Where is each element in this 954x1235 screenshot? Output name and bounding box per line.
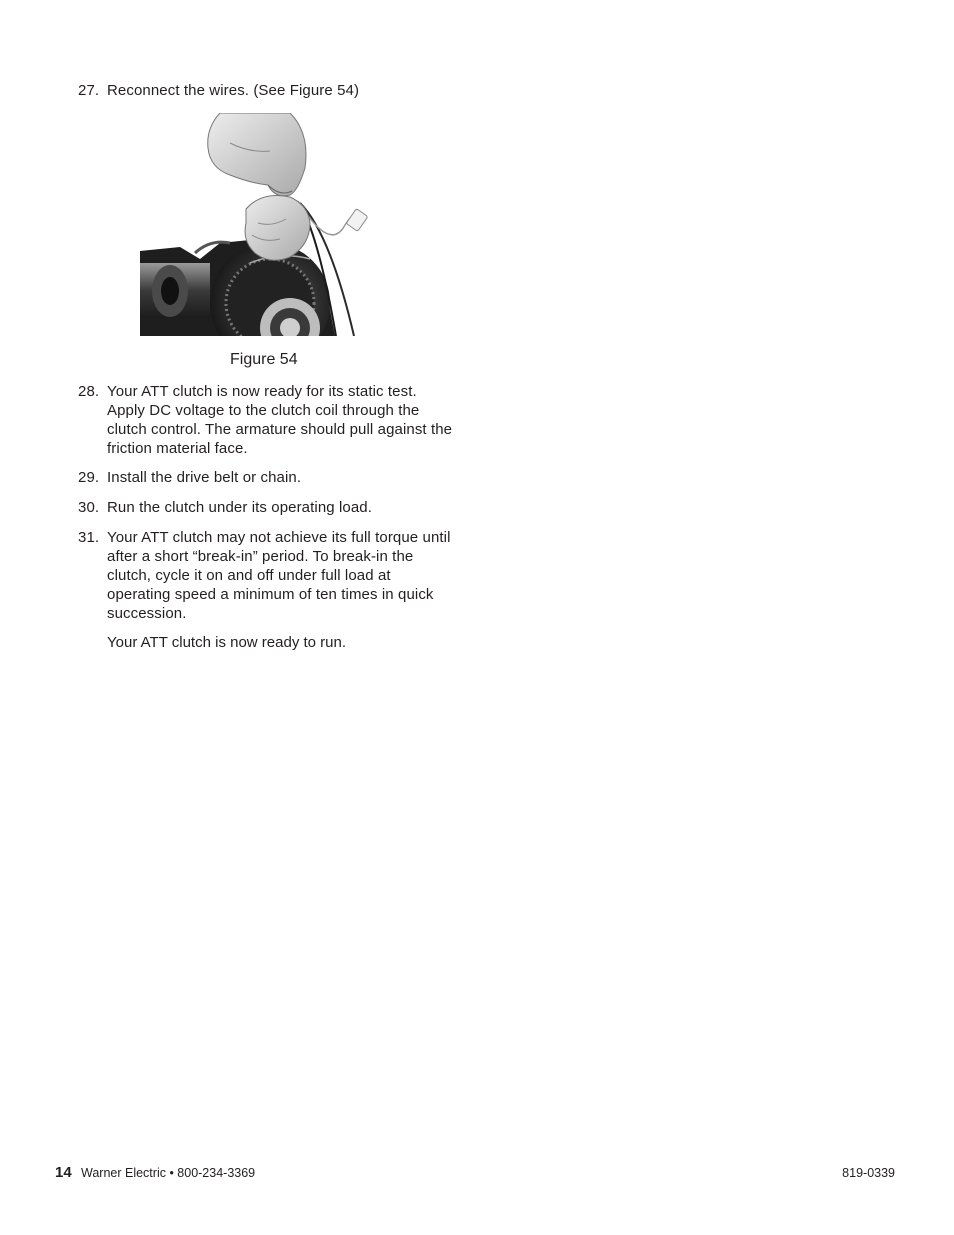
clutch-wiring-photo [140,113,370,336]
step-number: 30. [78,499,100,516]
step-30 [78,498,458,517]
closing-note: Your ATT clutch is now ready to run. [107,634,347,651]
step-27 [78,81,458,100]
figure-54-photo [140,113,370,336]
step-number: 27. [78,82,100,99]
page-number: 14 [55,1164,72,1181]
footer-company: Warner Electric • 800-234-3369 [81,1166,256,1180]
step-number: 28. [78,383,100,400]
figure-caption: Figure 54 [230,351,298,368]
step-text: Reconnect the wires. (See Figure 54) [107,82,360,99]
step-text: Your ATT clutch may not achieve its full torque until after a short “break-in” period. To break-in the clutch, cycle it on and off under full load at operating speed a minimum of ten times in quick succession. [107,529,451,622]
step-31 [78,528,458,623]
step-29 [78,468,458,487]
footer-doc-number: 819-0339 [842,1166,895,1180]
step-number: 29. [78,469,100,486]
step-number: 31. [78,529,100,546]
step-text: Your ATT clutch is now ready for its static test. Apply DC voltage to the clutch coil through the clutch control. The armature should pull against the friction material face. [107,383,453,457]
step-28 [78,382,458,458]
step-text: Install the drive belt or chain. [107,469,302,486]
step-text: Run the clutch under its operating load. [107,499,372,516]
